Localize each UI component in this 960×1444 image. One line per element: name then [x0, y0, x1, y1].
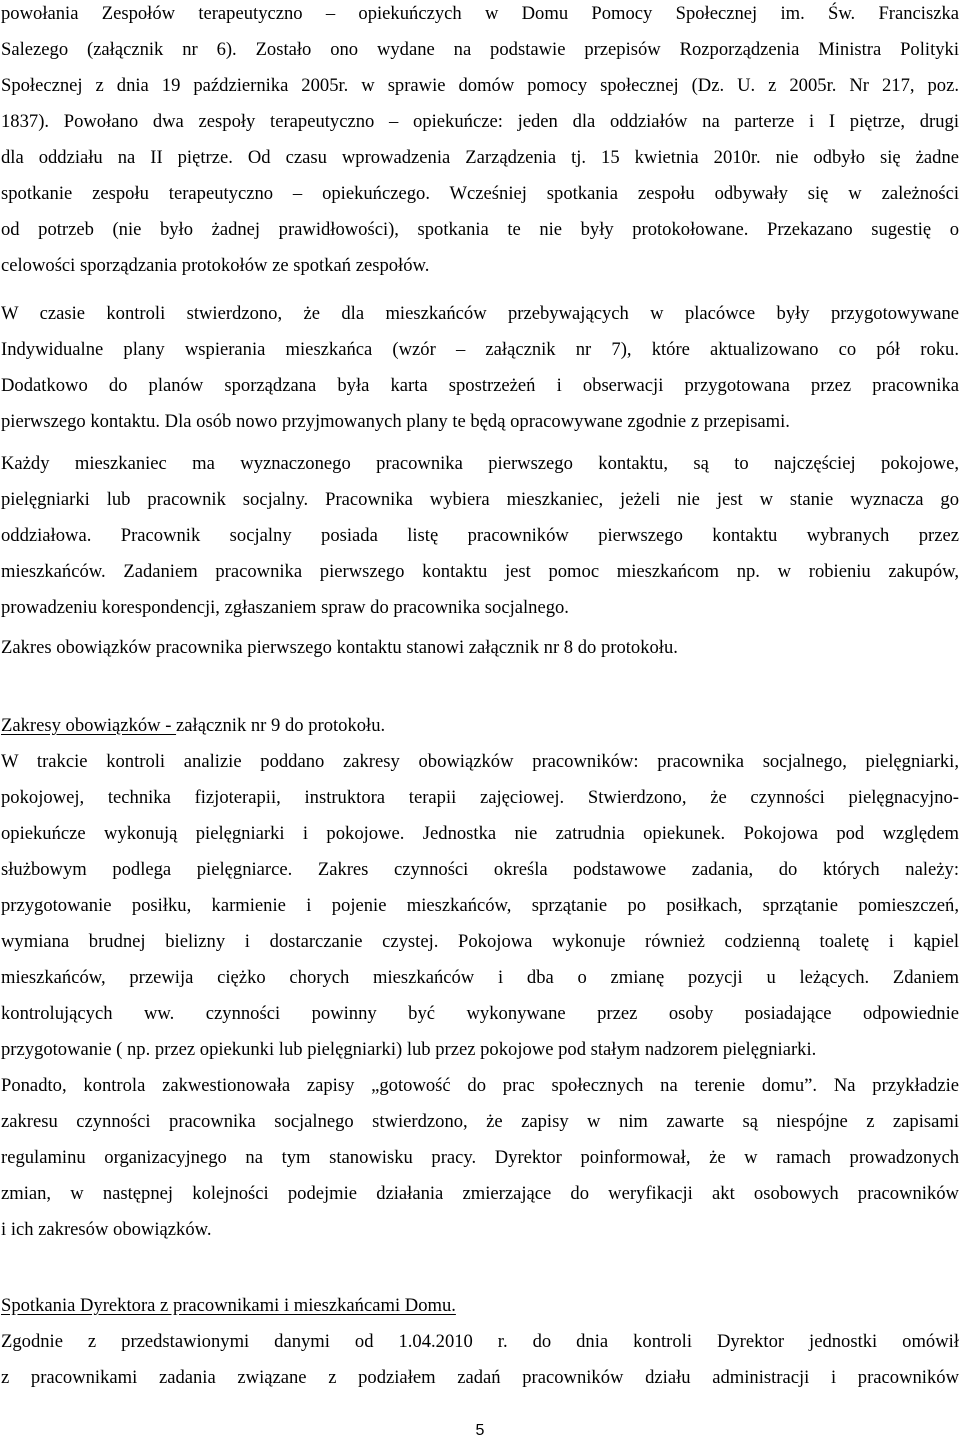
section-heading — [1, 1294, 456, 1318]
text-line: W trakcie kontroli analizie poddano zakresy obowiązków pracowników: pracownika socjalnego, pielęgniarki, — [1, 751, 959, 772]
text-line: przygotowanie posiłku, karmienie i pojenie mieszkańców, sprzątanie po posiłkach, sprzątanie pomieszczeń, — [1, 895, 959, 916]
text-line: wymiana brudnej bielizny i dostarczanie czystej. Pokojowa wykonuje również codzienną toaletę i kąpiel — [1, 931, 959, 952]
section-heading-underlined: Spotkania Dyrektora z pracownikami i mieszkańcami Domu. — [1, 1295, 456, 1316]
text-line: mieszkańców. Zadaniem pracownika pierwszego kontaktu jest pomoc mieszkańcom np. w robieniu zakupów, — [1, 561, 959, 582]
section-heading-rest: załącznik nr 9 do protokołu. — [176, 715, 386, 736]
text-line: pielęgniarki lub pracownik socjalny. Pracownika wybiera mieszkaniec, jeżeli nie jest w stanie wyznacza go — [1, 489, 959, 510]
text-line: mieszkańców, przewija ciężko chorych mieszkańców i dba o zmianę pozycji u leżących. Zdaniem — [1, 967, 959, 988]
page-number: 5 — [475, 1422, 485, 1439]
text-line: Społecznej z dnia 19 października 2005r. w sprawie domów pomocy społecznej (Dz. U. z 2005r. Nr 217, poz. — [1, 75, 959, 96]
text-line: i ich zakresów obowiązków. — [1, 1219, 212, 1240]
text-line: Indywidualne plany wspierania mieszkańca (wzór – załącznik nr 7), które aktualizowano co pół roku. — [1, 339, 959, 360]
text-line: Dodatkowo do planów sporządzana była karta spostrzeżeń i obserwacji przygotowana przez pracownika — [1, 375, 959, 396]
text-line: 1837). Powołano dwa zespoły terapeutyczno – opiekuńcze: jeden dla oddziałów na parterze i I piętrze, drugi — [1, 111, 959, 132]
text-line: opiekuńcze wykonują pielęgniarki i pokojowe. Jednostka nie zatrudnia opiekunek. Pokojowa pod względem — [1, 823, 959, 844]
text-line: zakresu czynności pracownika socjalnego stwierdzono, że zapisy w nim zawarte są niespójne z zapisami — [1, 1111, 959, 1132]
text-line: Każdy mieszkaniec ma wyznaczonego pracownika pierwszego kontaktu, są to najczęściej pokojowe, — [1, 453, 959, 474]
text-line: kontrolujących ww. czynności powinny być wykonywane przez osoby posiadające odpowiednie — [1, 1003, 959, 1024]
text-line: celowości sporządzania protokołów ze spotkań zespołów. — [1, 255, 430, 276]
text-line: oddziałowa. Pracownik socjalny posiada listę pracowników pierwszego kontaktu wybranych przez — [1, 525, 959, 546]
text-line: pierwszego kontaktu. Dla osób nowo przyjmowanych plany te będą opracowywane zgodnie z przepisami. — [1, 411, 790, 432]
text-line: dla oddziału na II piętrze. Od czasu wprowadzenia Zarządzenia tj. 15 kwietnia 2010r. nie odbyło się żadne — [1, 147, 959, 168]
text-line: powołania Zespołów terapeutyczno – opiekuńczych w Domu Pomocy Społecznej im. Św. Franciszka — [1, 3, 959, 24]
section-heading-underlined: Zakresy obowiązków - — [1, 715, 177, 736]
text-line: prowadzeniu korespondencji, zgłaszaniem spraw do pracownika socjalnego. — [1, 597, 569, 618]
text-line: regulaminu organizacyjnego na tym stanowisku pracy. Dyrektor poinformował, że w ramach prowadzonych — [1, 1147, 959, 1168]
text-line: zmian, w następnej kolejności podejmie działania zmierzające do weryfikacji akt osobowych pracowników — [1, 1183, 959, 1204]
text-line: Ponadto, kontrola zakwestionowała zapisy „gotowość do prac społecznych na terenie domu”. Na przykładzie — [1, 1075, 959, 1096]
text-line: Zakres obowiązków pracownika pierwszego kontaktu stanowi załącznik nr 8 do protokołu. — [1, 637, 678, 658]
text-line: W czasie kontroli stwierdzono, że dla mieszkańców przebywających w placówce były przygotowywane — [1, 303, 959, 324]
text-line: Salezego (załącznik nr 6). Zostało ono wydane na podstawie przepisów Rozporządzenia Ministra Polityki — [1, 39, 959, 60]
text-line: od potrzeb (nie było żadnej prawidłowości), spotkania te nie były protokołowane. Przekazano sugestię o — [1, 219, 959, 240]
section-heading — [1, 714, 385, 738]
text-line: pokojowej, technika fizjoterapii, instruktora terapii zajęciowej. Stwierdzono, że czynności pielęgnacyjno- — [1, 787, 959, 808]
text-line: przygotowanie ( np. przez opiekunki lub pielęgniarki) lub przez pokojowe pod stałym nadzorem pielęgniarki. — [1, 1039, 817, 1060]
text-line: z pracownikami zadania związane z podziałem zadań pracowników działu administracji i pracowników — [1, 1367, 959, 1388]
text-line: służbowym podlega pielęgniarce. Zakres czynności określa podstawowe zadania, do których należy: — [1, 859, 959, 880]
text-line: spotkanie zespołu terapeutyczno – opiekuńczego. Wcześniej spotkania zespołu odbywały się w zależności — [1, 183, 959, 204]
text-line: Zgodnie z przedstawionymi danymi od 1.04.2010 r. do dnia kontroli Dyrektor jednostki omówił — [1, 1331, 959, 1352]
